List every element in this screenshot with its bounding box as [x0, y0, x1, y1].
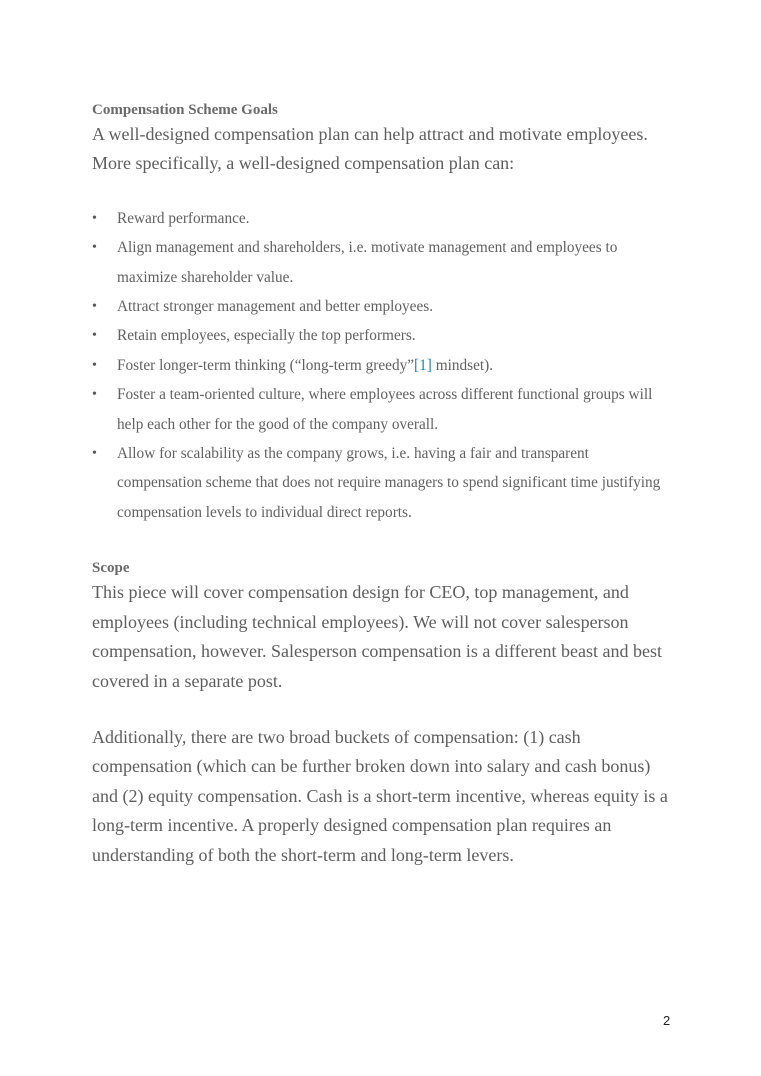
bullet-icon: • — [92, 357, 97, 373]
goals-intro-paragraph: A well-designed compensation plan can help attract and motivate employees. More specifically, a well-designed compensation plan can: — [92, 124, 648, 174]
bullet-icon: • — [92, 446, 97, 462]
list-item-text: Allow for scalability as the company grows, i.e. having a fair and transparent compensation scheme that does not require managers to spend significant time justifying compensation levels to individual direct reports. — [117, 445, 661, 521]
list-item — [92, 321, 677, 350]
goals-bullet-list — [92, 204, 677, 527]
list-item — [92, 439, 677, 527]
bullet-icon: • — [92, 299, 97, 315]
list-item — [92, 233, 677, 292]
section-heading-goals: Compensation Scheme Goals — [92, 102, 278, 118]
list-item-text: Align management and shareholders, i.e. motivate management and employees to maximize shareholder value. — [117, 239, 618, 286]
scope-paragraph-1: This piece will cover compensation design for CEO, top management, and employees (including technical employees). We will not cover salesperson compensation, however. Salesperson compensation is a different beast and best covered in a separate post. — [92, 582, 663, 691]
list-item — [92, 380, 677, 439]
list-item-text: Reward performance. — [117, 209, 250, 227]
page-content — [92, 100, 677, 870]
scope-paragraph-2: Additionally, there are two broad buckets of compensation: (1) cash compensation (which can be further broken down into salary and cash bonus) and (2) equity compensation. Cash is a short-term incentive, whereas equity is a long-term incentive. A properly designed compensation plan requires an understanding of both the short-term and long-term levers. — [92, 726, 668, 865]
page-number: 2 — [663, 1013, 671, 1028]
footnote-link-1[interactable]: [1] — [414, 356, 432, 374]
section-heading-scope: Scope — [92, 560, 130, 577]
bullet-icon: • — [92, 240, 97, 256]
bullet-icon: • — [92, 328, 97, 344]
bullet-icon: • — [92, 387, 97, 403]
list-item-text: Retain employees, especially the top performers. — [117, 327, 416, 345]
list-item-text-before: Foster longer-term thinking (“long-term greedy” — [117, 356, 415, 374]
bullet-icon: • — [92, 210, 97, 226]
list-item — [92, 204, 677, 233]
list-item — [92, 292, 677, 321]
list-item-text: Attract stronger management and better employees. — [117, 298, 434, 316]
list-item-text-after: mindset). — [431, 356, 494, 374]
list-item — [92, 351, 677, 380]
list-item-text: Foster a team-oriented culture, where employees across different functional groups will help each other for the good of the company overall. — [117, 386, 653, 433]
